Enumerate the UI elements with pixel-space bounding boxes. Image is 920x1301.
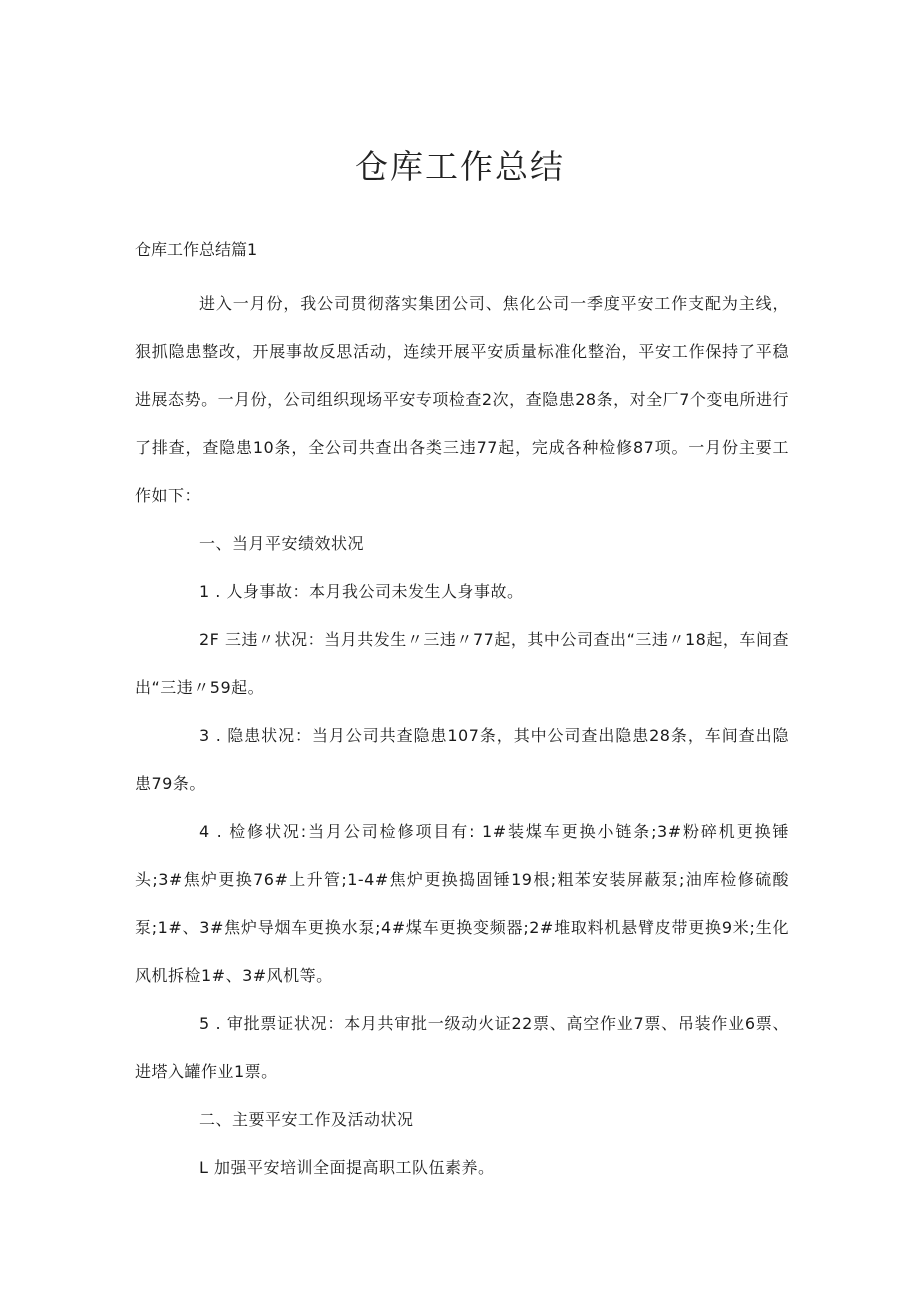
document-title: 仓库工作总结: [355, 147, 565, 186]
item-training: L 加强平安培训全面提高职工队伍素养。: [199, 1158, 495, 1177]
intro-paragraph: 进入一月份，我公司贯彻落实集团公司、焦化公司一季度平安工作支配为主线，狠抓隐患整改，开展事故反思活动，连续开展平安质量标准化整治，平安工作保持了平稳进展态势。一月份，公司组织现场平安专项检查2次，查隐患28条，对全厂7个变电所进行了排查，查隐患10条，全公司共查出各类三违77起，完成各种检修87项。一月份主要工作如下：: [135, 294, 789, 505]
document-body: [135, 280, 789, 1192]
item-permits: 5 . 审批票证状况：本月共审批一级动火证22票、高空作业7票、吊装作业6票、进塔入罐作业1票。: [135, 1014, 789, 1081]
section-heading: 仓库工作总结篇1: [135, 240, 258, 259]
item-personal-accidents: 1 . 人身事故：本月我公司未发生人身事故。: [199, 582, 524, 601]
section-heading-safety-performance: 一、当月平安绩效状况: [199, 534, 365, 553]
item-three-violations: 2F 三违〃状况：当月共发生〃三违〃77起，其中公司查出“三违〃18起，车间查出“三违〃59起。: [135, 630, 789, 697]
item-maintenance: 4 . 检修状况:当月公司检修项目有: 1#装煤车更换小链条;3#粉碎机更换锤头;3#焦炉更换76#上升管;1-4#焦炉更换捣固锤19根;粗苯安装屏蔽泵;油库检修硫酸泵;1#、3#焦炉导烟车更换水泵;4#煤车更换变频器;2#堆取料机悬臂皮带更换9米;生化风机拆检1#、3#风机等。: [135, 822, 789, 985]
section-heading-main-work: 二、主要平安工作及活动状况: [199, 1110, 414, 1129]
item-hidden-dangers: 3 . 隐患状况：当月公司共查隐患107条，其中公司查出隐患28条，车间查出隐患79条。: [135, 726, 789, 793]
